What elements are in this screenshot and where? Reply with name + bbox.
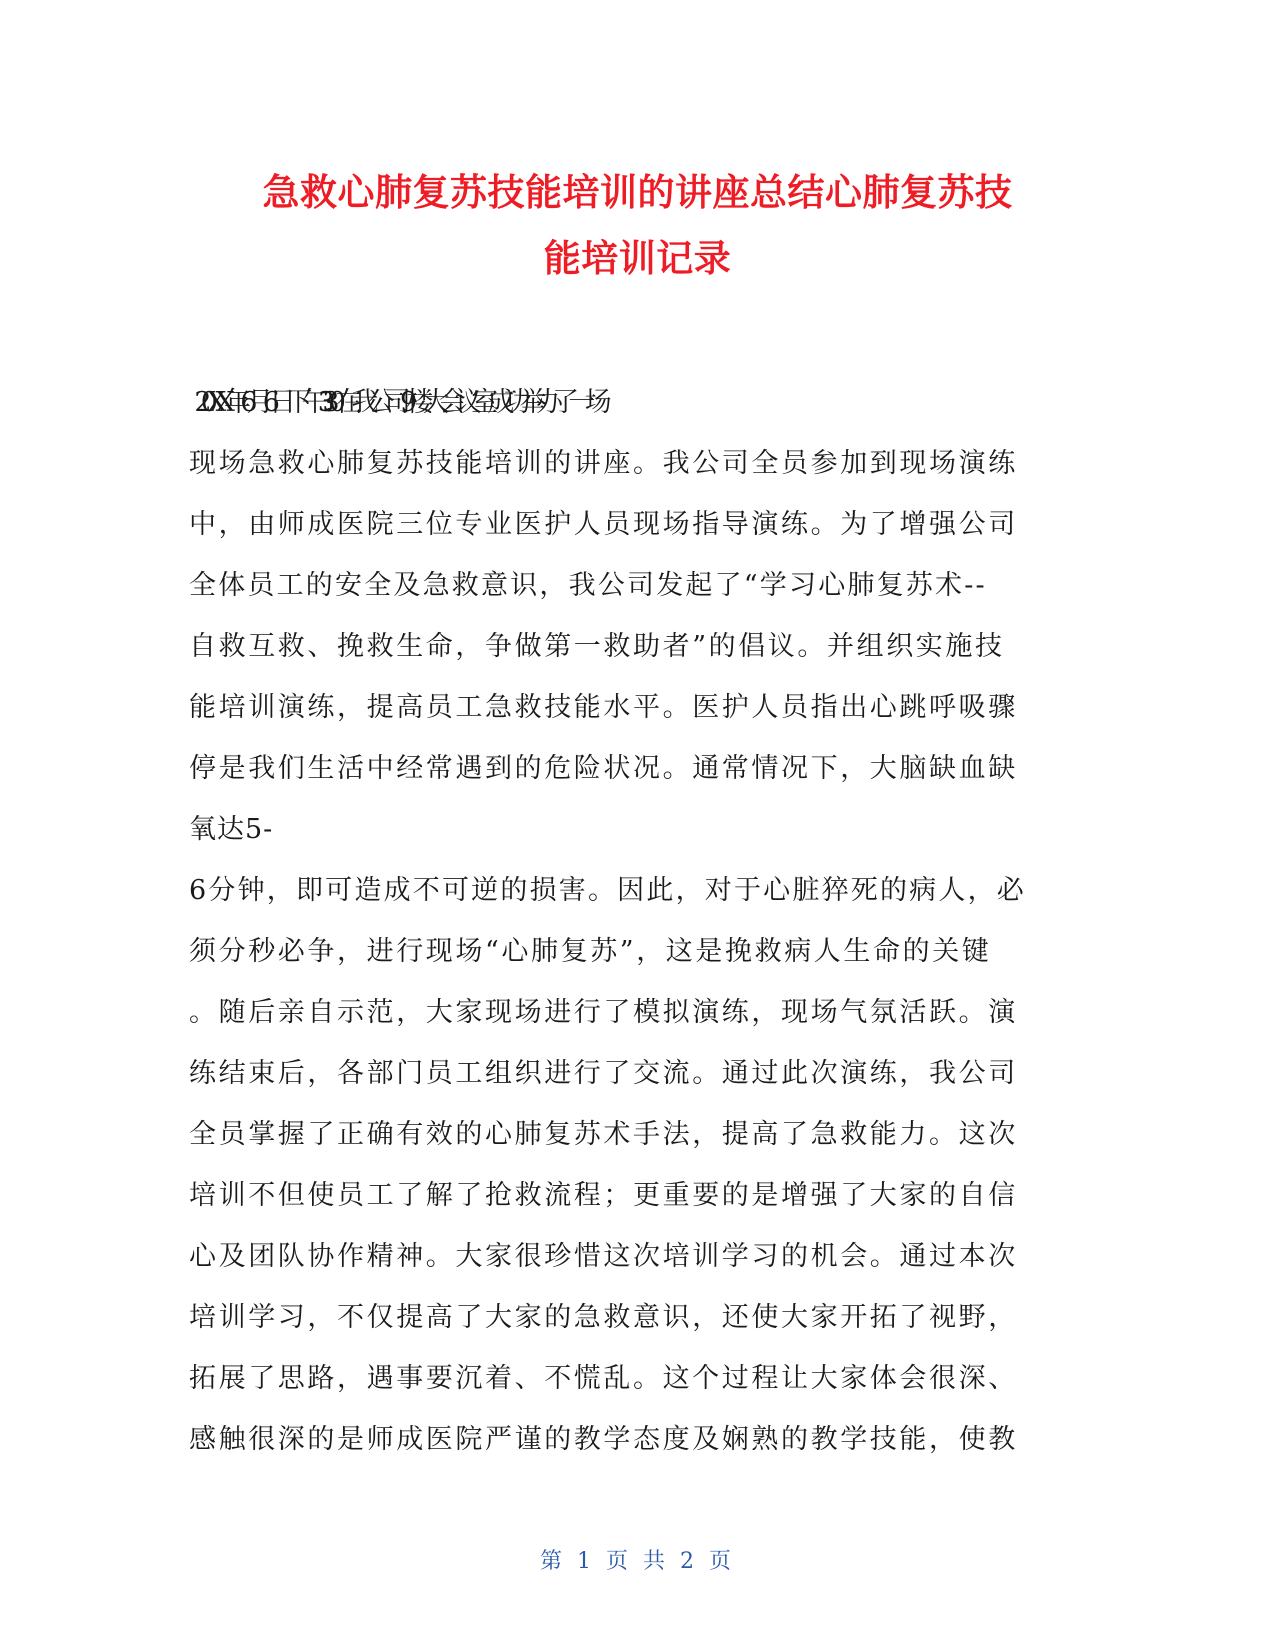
document-body [162,372,1089,1470]
body-line: 感触很深的是师成医院严谨的教学态度及娴熟的教学技能，使教 [189,1424,1018,1455]
body-line: 能培训演练，提高员工急救技能水平。医护人员指出心跳呼吸骤 [189,692,1018,723]
document-title [150,160,1125,292]
body-line: 现场急救心肺复苏技能培训的讲座。我公司全员参加到现场演练 [189,448,1018,479]
body-line: 培训不但使员工了解了抢救流程；更重要的是增强了大家的自信 [189,1180,1018,1211]
body-line: 全体员工的安全及急救意识，我公司发起了“学习心肺复苏术-- [189,570,987,601]
body-line: 培训学习，不仅提高了大家的急救意识，还使大家开拓了视野， [189,1302,1018,1333]
body-line: 练结束后，各部门员工组织进行了交流。通过此次演练，我公司 [189,1058,1018,1089]
body-line: 须分秒必争，进行现场“心肺复苏”，这是挽救病人生命的关键 [189,936,992,967]
body-line: 心及团队协作精神。大家很珍惜这次培训学习的机会。通过本次 [189,1241,1018,1272]
title-line: 能培训记录 [543,237,732,280]
body-line: 全员掌握了正确有效的心肺复苏术手法，提高了急救能力。这次 [189,1119,1018,1150]
body-line: 氧达5- [189,814,274,845]
page-number-footer: 第 1 页 共 2 页 [540,1549,735,1574]
body-line: 拓展了思路，遇事要沉着、不慌乱。这个过程让大家体会很深、 [189,1363,1018,1394]
body-line: 6分钟，即可造成不可逆的损害。因此，对于心脏猝死的病人，必 [189,875,1026,906]
body-line: 中，由师成医院三位专业医护人员现场指导演练。为了增强公司 [189,509,1018,540]
body-line: 停是我们生活中经常遇到的危险状况。通常情况下，大脑缺血缺 [189,753,1018,784]
body-line: 20XX年6月6日下午3:30在我公司9楼大会议室成功举办了一场 [162,387,601,418]
body-line: 自救互救、挽救生命，争做第一救助者”的倡议。并组织实施技 [189,631,1005,662]
body-line: 。随后亲自示范，大家现场进行了模拟演练，现场气氛活跃。演 [189,997,1018,1028]
title-line: 急救心肺复苏技能培训的讲座总结心肺复苏技 [262,171,1013,214]
